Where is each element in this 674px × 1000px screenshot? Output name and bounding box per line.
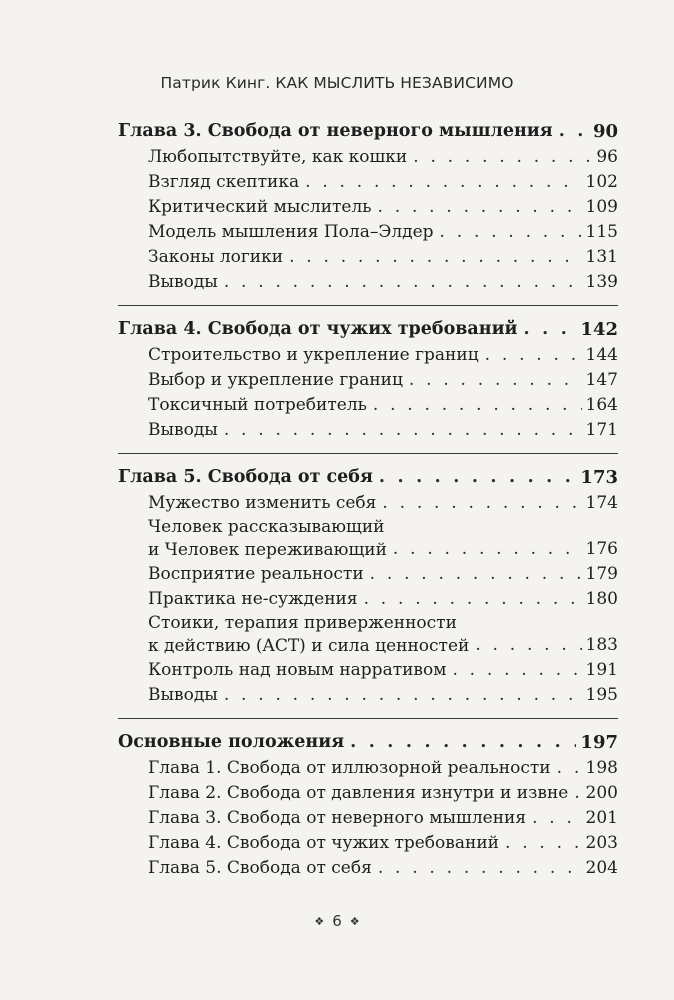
toc-page-number: 191 [585,660,618,680]
toc-entry-title: Взгляд скептика [148,172,300,192]
toc-page-number: 115 [585,222,618,242]
toc-page-number: 147 [585,370,618,390]
dot-leader [350,729,576,756]
toc-page-number: 201 [585,808,618,828]
dot-leader [505,831,582,856]
ornament-left-icon: ❖ [314,915,325,928]
toc-section-chapter-4 [118,305,618,443]
toc-entry[interactable] [118,612,618,658]
toc-page-number: 171 [585,420,618,440]
dot-leader [224,683,582,708]
dot-leader [305,170,581,195]
dot-leader [378,856,582,881]
toc-section-key-points [118,718,618,881]
toc-entry[interactable] [118,491,618,516]
toc-entry-title: Мужество изменить себя [148,493,377,513]
toc-entry-title: Законы логики [148,247,284,267]
dot-leader [379,464,577,491]
toc-page-number: 197 [580,732,618,753]
toc-chapter-entry[interactable] [118,118,618,145]
toc-entry[interactable] [118,393,618,418]
toc-page-number: 96 [596,147,618,167]
toc-entry-title: Критический мыслитель [148,197,372,217]
toc-chapter-entry[interactable] [118,729,618,756]
toc-page-number: 180 [585,589,618,609]
toc-page-number: 179 [585,564,618,584]
toc-entry-title-line: к действию (ACT) и сила ценностей [148,636,470,656]
toc-entry-title [148,516,387,562]
toc-entry[interactable] [118,658,618,683]
toc-entry[interactable] [118,806,618,831]
toc-entry-title: Токсичный потребитель [148,395,367,415]
dot-leader [370,562,582,587]
toc-chapter-title: Глава 4. Свобода от чужих требований [118,319,518,339]
toc-page-number: 183 [585,635,618,655]
toc-chapter-title: Глава 3. Свобода от неверного мышления [118,121,553,141]
page-number: 6 [332,912,342,930]
toc-entry[interactable] [118,145,618,170]
toc-page-number: 131 [585,247,618,267]
dot-leader [364,587,582,612]
toc-page-number: 198 [585,758,618,778]
toc-entry-title: Модель мышления Пола–Элдер [148,222,434,242]
dot-leader [574,781,581,806]
toc-entry-title: Практика не-суждения [148,589,358,609]
toc-page-number: 90 [592,121,618,142]
dot-leader [524,316,577,343]
toc-entry[interactable] [118,831,618,856]
toc-chapter-title: Глава 5. Свобода от себя [118,467,373,487]
toc-entry-title [148,612,469,658]
dot-leader [413,145,590,170]
dot-leader [557,756,582,781]
toc-page-number: 139 [585,272,618,292]
toc-entry[interactable] [118,270,618,295]
toc-entry[interactable] [118,195,618,220]
dot-leader [224,270,582,295]
toc-entry[interactable] [118,220,618,245]
toc-entry-title: Глава 2. Свобода от давления изнутри и извне [148,783,569,803]
toc-page-number: 200 [585,783,618,803]
toc-entry-title: Глава 5. Свобода от себя [148,858,372,878]
running-head: Патрик Кинг. КАК МЫСЛИТЬ НЕЗАВИСИМО [160,74,514,92]
dot-leader [440,220,582,245]
toc-entry-title-line: и Человек переживающий [148,540,387,560]
toc-entry[interactable] [118,343,618,368]
dot-leader [224,418,582,443]
toc-page-number: 173 [580,467,618,488]
toc-page-number: 176 [585,539,618,559]
toc-page-number: 195 [585,685,618,705]
toc-page-number: 204 [585,858,618,878]
toc-entry[interactable] [118,418,618,443]
dot-leader [409,368,582,393]
dot-leader [559,118,589,145]
toc-chapter-entry[interactable] [118,464,618,491]
toc-section-chapter-5 [118,453,618,708]
toc-page-number: 102 [585,172,618,192]
table-of-contents [118,118,618,881]
dot-leader [373,393,582,418]
dot-leader [289,245,581,270]
toc-entry-title: Глава 1. Свобода от иллюзорной реальности [148,758,551,778]
dot-leader [393,537,582,562]
toc-entry-title: Выводы [148,272,218,292]
toc-entry-title: Строительство и укрепление границ [148,345,479,365]
toc-entry-title: Контроль над новым нарративом [148,660,447,680]
toc-entry-title: Выводы [148,420,218,440]
toc-chapter-title: Основные положения [118,732,345,752]
toc-entry-title-line: Стоики, терапия приверженности [148,613,457,633]
dot-leader [475,633,581,658]
dot-leader [532,806,581,831]
toc-entry[interactable] [118,516,618,562]
dot-leader [485,343,582,368]
toc-page-number: 142 [580,319,618,340]
toc-entry-title: Выбор и укрепление границ [148,370,403,390]
toc-entry[interactable] [118,245,618,270]
toc-entry[interactable] [118,587,618,612]
toc-entry-title: Глава 3. Свобода от неверного мышления [148,808,527,828]
dot-leader [452,658,581,683]
toc-page-number: 174 [585,493,618,513]
toc-entry[interactable] [118,756,618,781]
toc-entry-title: Глава 4. Свобода от чужих требований [148,833,499,853]
dot-leader [382,491,581,516]
toc-page-number: 203 [585,833,618,853]
toc-entry[interactable] [118,781,618,806]
toc-entry[interactable] [118,368,618,393]
toc-entry-title: Выводы [148,685,218,705]
dot-leader [378,195,582,220]
toc-entry[interactable] [118,170,618,195]
toc-entry-title: Любопытствуйте, как кошки [148,147,408,167]
toc-page-number: 164 [585,395,618,415]
toc-entry[interactable] [118,683,618,708]
toc-entry-title-line: Человек рассказывающий [148,517,385,537]
toc-entry[interactable] [118,562,618,587]
toc-entry-title: Восприятие реальности [148,564,364,584]
page-footer [0,912,674,930]
toc-entry[interactable] [118,856,618,881]
toc-page-number: 144 [585,345,618,365]
toc-page-number: 109 [585,197,618,217]
ornament-right-icon: ❖ [349,915,360,928]
toc-chapter-entry[interactable] [118,316,618,343]
toc-section-chapter-3 [118,118,618,295]
